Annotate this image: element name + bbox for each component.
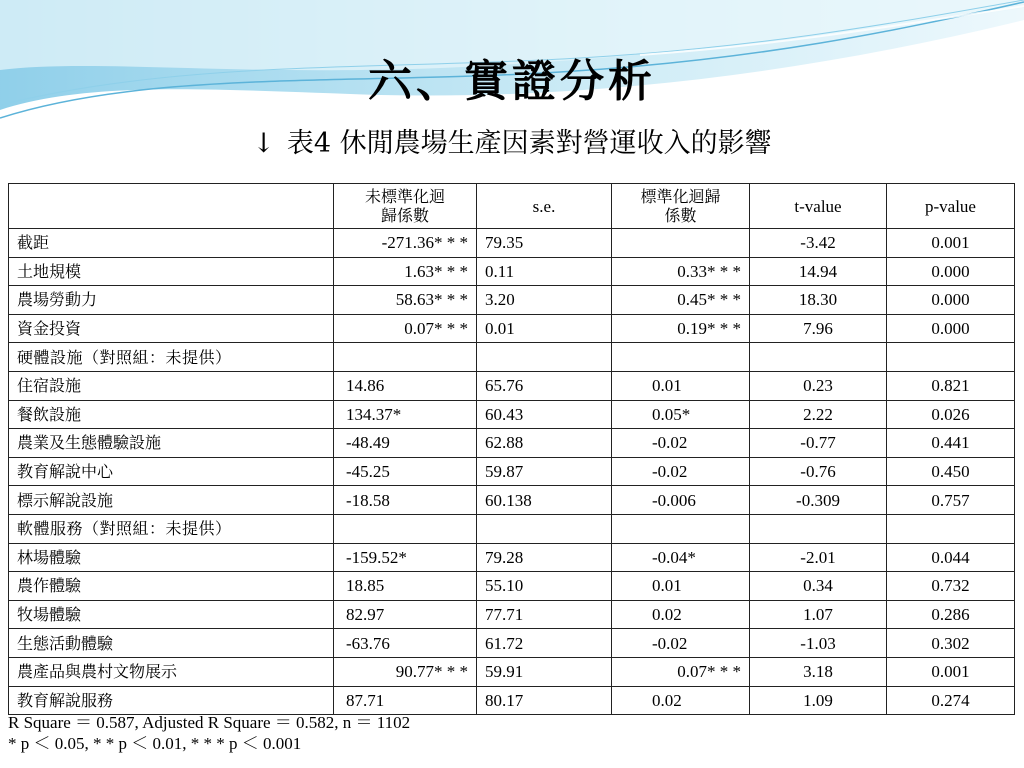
cell-unstandardized-coef: 87.71 [334, 686, 477, 715]
cell-standardized-coef: 0.33* * * [612, 257, 750, 286]
cell-se: 79.28 [477, 543, 612, 572]
cell-se: 60.43 [477, 400, 612, 429]
table-row [9, 286, 1015, 315]
cell-se: 0.01 [477, 314, 612, 343]
cell-unstandardized-coef: -271.36* * * [334, 229, 477, 258]
cell-t-value: -2.01 [750, 543, 887, 572]
header-unstandardized-coef: 未標準化迴 歸係數 [334, 184, 477, 229]
header-t-value: t-value [750, 184, 887, 229]
cell-t-value: -0.309 [750, 486, 887, 515]
cell-p-value: 0.441 [887, 429, 1015, 458]
cell-unstandardized-coef: -45.25 [334, 457, 477, 486]
cell-t-value: -1.03 [750, 629, 887, 658]
cell-unstandardized-coef: -48.49 [334, 429, 477, 458]
cell-unstandardized-coef: -63.76 [334, 629, 477, 658]
cell-standardized-coef: 0.45* * * [612, 286, 750, 315]
cell-se: 80.17 [477, 686, 612, 715]
cell-p-value: 0.450 [887, 457, 1015, 486]
cell-standardized-coef: 0.19* * * [612, 314, 750, 343]
table-caption [0, 124, 1024, 164]
table-row [9, 400, 1015, 429]
cell-standardized-coef: -0.04* [612, 543, 750, 572]
cell-standardized-coef: 0.01 [612, 572, 750, 601]
cell-unstandardized-coef: 82.97 [334, 600, 477, 629]
cell-unstandardized-coef: 0.07* * * [334, 314, 477, 343]
model-fit-note: R Square ＝ 0.587, Adjusted R Square ＝ 0.582, n ＝ 1102 [8, 713, 411, 732]
down-arrow-icon: ↓ [252, 128, 275, 159]
cell-standardized-coef: 0.02 [612, 600, 750, 629]
cell-unstandardized-coef: 1.63* * * [334, 257, 477, 286]
cell-standardized-coef: 0.02 [612, 686, 750, 715]
cell-p-value: 0.286 [887, 600, 1015, 629]
cell-t-value: -0.76 [750, 457, 887, 486]
cell-p-value: 0.302 [887, 629, 1015, 658]
cell-t-value: 1.07 [750, 600, 887, 629]
slide-title: 六、實證分析 [368, 56, 656, 107]
cell-unstandardized-coef: 90.77* * * [334, 657, 477, 686]
row-label: 硬體設施（對照組：未提供） [9, 343, 334, 372]
cell-se [477, 514, 612, 543]
row-label: 截距 [9, 229, 334, 258]
row-label: 資金投資 [9, 314, 334, 343]
row-label: 生態活動體驗 [9, 629, 334, 658]
table-row [9, 457, 1015, 486]
table-header-row [9, 184, 1015, 229]
cell-p-value: 0.000 [887, 314, 1015, 343]
cell-t-value: -3.42 [750, 229, 887, 258]
table-notes [8, 712, 1008, 754]
cell-p-value: 0.001 [887, 229, 1015, 258]
cell-unstandardized-coef [334, 343, 477, 372]
cell-unstandardized-coef: 18.85 [334, 572, 477, 601]
table-row [9, 314, 1015, 343]
row-label: 軟體服務（對照組：未提供） [9, 514, 334, 543]
header-standardized-coef: 標準化迴歸 係數 [612, 184, 750, 229]
row-label: 牧場體驗 [9, 600, 334, 629]
row-label: 餐飲設施 [9, 400, 334, 429]
cell-se: 59.91 [477, 657, 612, 686]
significance-note: * p ＜ 0.05, * * p ＜ 0.01, * * * p ＜ 0.001 [8, 734, 302, 753]
table-caption-text: 表4 休閒農場生產因素對營運收入的影響 [286, 128, 772, 159]
header-variable [9, 184, 334, 229]
table-row [9, 572, 1015, 601]
cell-standardized-coef [612, 343, 750, 372]
cell-p-value: 0.000 [887, 257, 1015, 286]
cell-se: 3.20 [477, 286, 612, 315]
table-section-row [9, 514, 1015, 543]
cell-standardized-coef [612, 514, 750, 543]
table-row [9, 257, 1015, 286]
table-row [9, 686, 1015, 715]
table-row [9, 657, 1015, 686]
cell-t-value: 0.23 [750, 371, 887, 400]
header-se: s.e. [477, 184, 612, 229]
row-label: 教育解說中心 [9, 457, 334, 486]
cell-p-value: 0.274 [887, 686, 1015, 715]
cell-t-value: 7.96 [750, 314, 887, 343]
cell-p-value: 0.732 [887, 572, 1015, 601]
cell-se [477, 343, 612, 372]
row-label: 農業及生態體驗設施 [9, 429, 334, 458]
cell-standardized-coef: -0.006 [612, 486, 750, 515]
cell-unstandardized-coef: 14.86 [334, 371, 477, 400]
row-label: 教育解說服務 [9, 686, 334, 715]
table-row [9, 629, 1015, 658]
cell-t-value: 1.09 [750, 686, 887, 715]
cell-standardized-coef [612, 229, 750, 258]
table-row [9, 371, 1015, 400]
table-row [9, 486, 1015, 515]
row-label: 農作體驗 [9, 572, 334, 601]
row-label: 農產品與農村文物展示 [9, 657, 334, 686]
cell-p-value [887, 514, 1015, 543]
cell-t-value: 0.34 [750, 572, 887, 601]
table-row [9, 429, 1015, 458]
cell-unstandardized-coef: 134.37* [334, 400, 477, 429]
regression-table [8, 183, 1015, 715]
cell-p-value: 0.000 [887, 286, 1015, 315]
cell-se: 0.11 [477, 257, 612, 286]
cell-t-value: 18.30 [750, 286, 887, 315]
table-body [9, 229, 1015, 715]
cell-se: 60.138 [477, 486, 612, 515]
cell-unstandardized-coef: 58.63* * * [334, 286, 477, 315]
header-p-value: p-value [887, 184, 1015, 229]
cell-standardized-coef: -0.02 [612, 457, 750, 486]
cell-t-value: 2.22 [750, 400, 887, 429]
cell-t-value: 14.94 [750, 257, 887, 286]
row-label: 農場勞動力 [9, 286, 334, 315]
cell-unstandardized-coef: -18.58 [334, 486, 477, 515]
row-label: 林場體驗 [9, 543, 334, 572]
cell-unstandardized-coef [334, 514, 477, 543]
cell-p-value: 0.757 [887, 486, 1015, 515]
cell-standardized-coef: 0.05* [612, 400, 750, 429]
cell-standardized-coef: -0.02 [612, 629, 750, 658]
cell-se: 55.10 [477, 572, 612, 601]
cell-se: 77.71 [477, 600, 612, 629]
cell-t-value: -0.77 [750, 429, 887, 458]
table-section-row [9, 343, 1015, 372]
cell-p-value: 0.026 [887, 400, 1015, 429]
cell-se: 59.87 [477, 457, 612, 486]
cell-standardized-coef: 0.07* * * [612, 657, 750, 686]
cell-p-value: 0.821 [887, 371, 1015, 400]
cell-se: 79.35 [477, 229, 612, 258]
cell-se: 65.76 [477, 371, 612, 400]
table-row [9, 543, 1015, 572]
cell-standardized-coef: -0.02 [612, 429, 750, 458]
row-label: 標示解說設施 [9, 486, 334, 515]
cell-unstandardized-coef: -159.52* [334, 543, 477, 572]
cell-se: 61.72 [477, 629, 612, 658]
row-label: 住宿設施 [9, 371, 334, 400]
cell-p-value: 0.001 [887, 657, 1015, 686]
table-row [9, 600, 1015, 629]
table-row [9, 229, 1015, 258]
cell-standardized-coef: 0.01 [612, 371, 750, 400]
cell-p-value [887, 343, 1015, 372]
row-label: 土地規模 [9, 257, 334, 286]
cell-p-value: 0.044 [887, 543, 1015, 572]
cell-t-value [750, 514, 887, 543]
cell-se: 62.88 [477, 429, 612, 458]
cell-t-value [750, 343, 887, 372]
cell-t-value: 3.18 [750, 657, 887, 686]
